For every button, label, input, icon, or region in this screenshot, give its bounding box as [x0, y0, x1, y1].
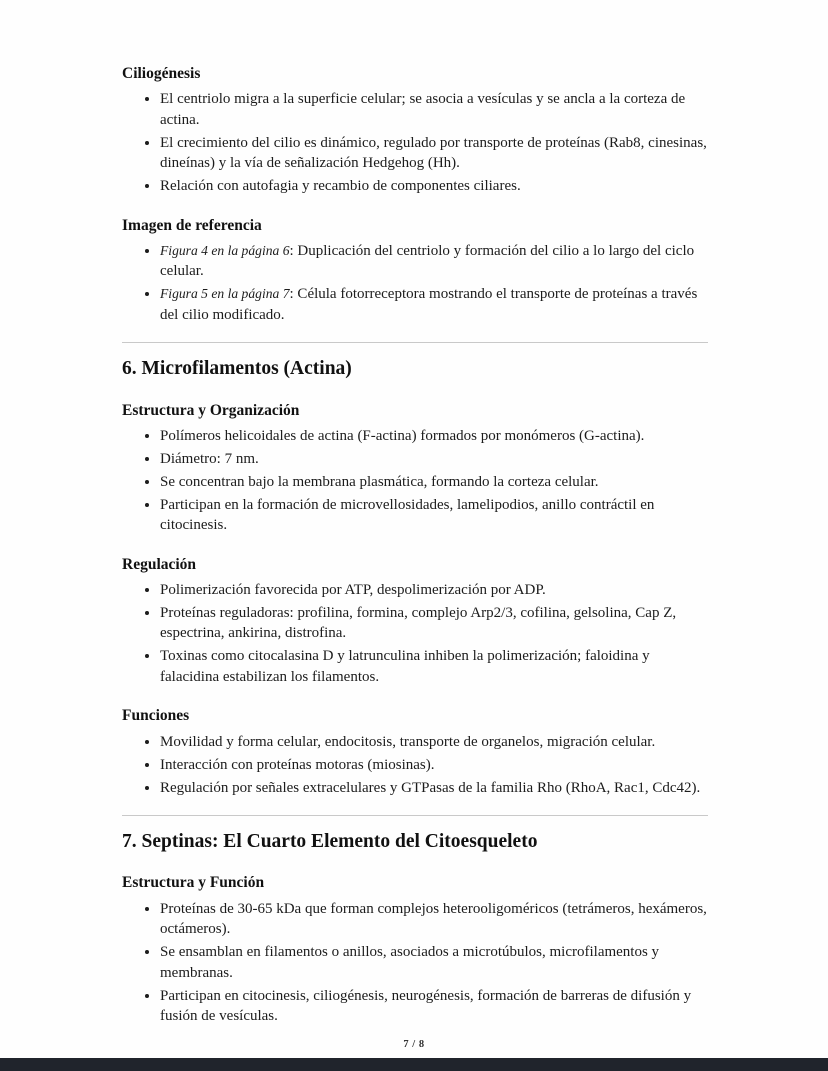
section-divider	[122, 815, 708, 816]
heading-funciones: Funciones	[122, 707, 190, 725]
bullet-list-estructura-organizacion	[122, 426, 708, 536]
list-item: • Regulación por señales extracelulares y GTPasas de la familia Rho (RhoA, Rac1, Cdc42).	[160, 778, 708, 799]
heading-septinas: 7. Septinas: El Cuarto Elemento del Citoesqueleto	[122, 831, 538, 853]
list-item-figure-ref	[160, 284, 708, 325]
bullet-list-ciliogenesis	[122, 89, 708, 197]
list-item: • Se ensamblan en filamentos o anillos, asociados a microtúbulos, microfilamentos y membranas.	[160, 942, 708, 983]
list-item: • El centriolo migra a la superficie celular; se asocia a vesículas y se ancla a la corteza de actina.	[160, 89, 708, 130]
bullet-list-funciones	[122, 732, 708, 799]
bullet-list-regulacion	[122, 580, 708, 688]
list-item: • Proteínas reguladoras: profilina, formina, complejo Arp2/3, cofilina, gelsolina, Cap Z, espectrina, ankirina, distrofina.	[160, 603, 708, 644]
bullet-list-imagen-referencia	[122, 241, 708, 326]
list-item: • Movilidad y forma celular, endocitosis, transporte de organelos, migración celular.	[160, 732, 708, 753]
list-item: • Se concentran bajo la membrana plasmática, formando la corteza celular.	[160, 472, 708, 493]
page-footer	[0, 1034, 828, 1052]
figure-reference-label: Figura 4 en la página 6	[160, 242, 290, 258]
heading-ciliogenesis: Ciliogénesis	[122, 65, 201, 82]
list-item: • Participan en citocinesis, ciliogénesis, neurogénesis, formación de barreras de difusión y fusión de vesículas.	[160, 986, 708, 1027]
heading-regulacion: Regulación	[122, 555, 197, 573]
heading-estructura-y-organizacion: Estructura y Organización	[122, 401, 300, 419]
section-divider	[122, 342, 708, 343]
figure-reference-label: Figura 5 en la página 7	[160, 286, 290, 302]
heading-imagen-de-referencia: Imagen de referencia	[122, 216, 262, 234]
list-item: • Relación con autofagia y recambio de componentes ciliares.	[160, 176, 708, 197]
list-item: • Proteínas de 30-65 kDa que forman complejos heterooligoméricos (tetrámeros, hexámeros, octámeros).	[160, 899, 708, 940]
page-indicator: 7 / 8	[403, 1039, 425, 1050]
list-item: • Toxinas como citocalasina D y latrunculina inhiben la polimerización; faloidina y falacidina estabilizan los filamentos.	[160, 646, 708, 687]
viewer-bottom-bar	[0, 1058, 828, 1071]
figure-reference-text: : Duplicación del centriolo y formación del cilio a lo largo del ciclo celular.	[160, 242, 695, 280]
list-item: • El crecimiento del cilio es dinámico, regulado por transporte de proteínas (Rab8, cinesinas, dineínas) y la vía de señalización Hedgehog (Hh).	[160, 133, 708, 174]
figure-reference-text: : Célula fotorreceptora mostrando el transporte de proteínas a través del cilio modificado.	[160, 286, 698, 323]
list-item: • Interacción con proteínas motoras (miosinas).	[160, 755, 708, 776]
heading-microfilamentos: 6. Microfilamentos (Actina)	[122, 358, 352, 380]
document-content	[122, 64, 708, 1029]
list-item: • Diámetro: 7 nm.	[160, 449, 708, 470]
list-item: • Participan en la formación de microvellosidades, lamelipodios, anillo contráctil en citocinesis.	[160, 495, 708, 536]
list-item-figure-ref	[160, 241, 708, 282]
list-item: • Polimerización favorecida por ATP, despolimerización por ADP.	[160, 580, 708, 601]
bullet-list-estructura-funcion	[122, 899, 708, 1027]
list-item: • Polímeros helicoidales de actina (F-actina) formados por monómeros (G-actina).	[160, 426, 708, 447]
heading-estructura-y-funcion: Estructura y Función	[122, 874, 265, 892]
